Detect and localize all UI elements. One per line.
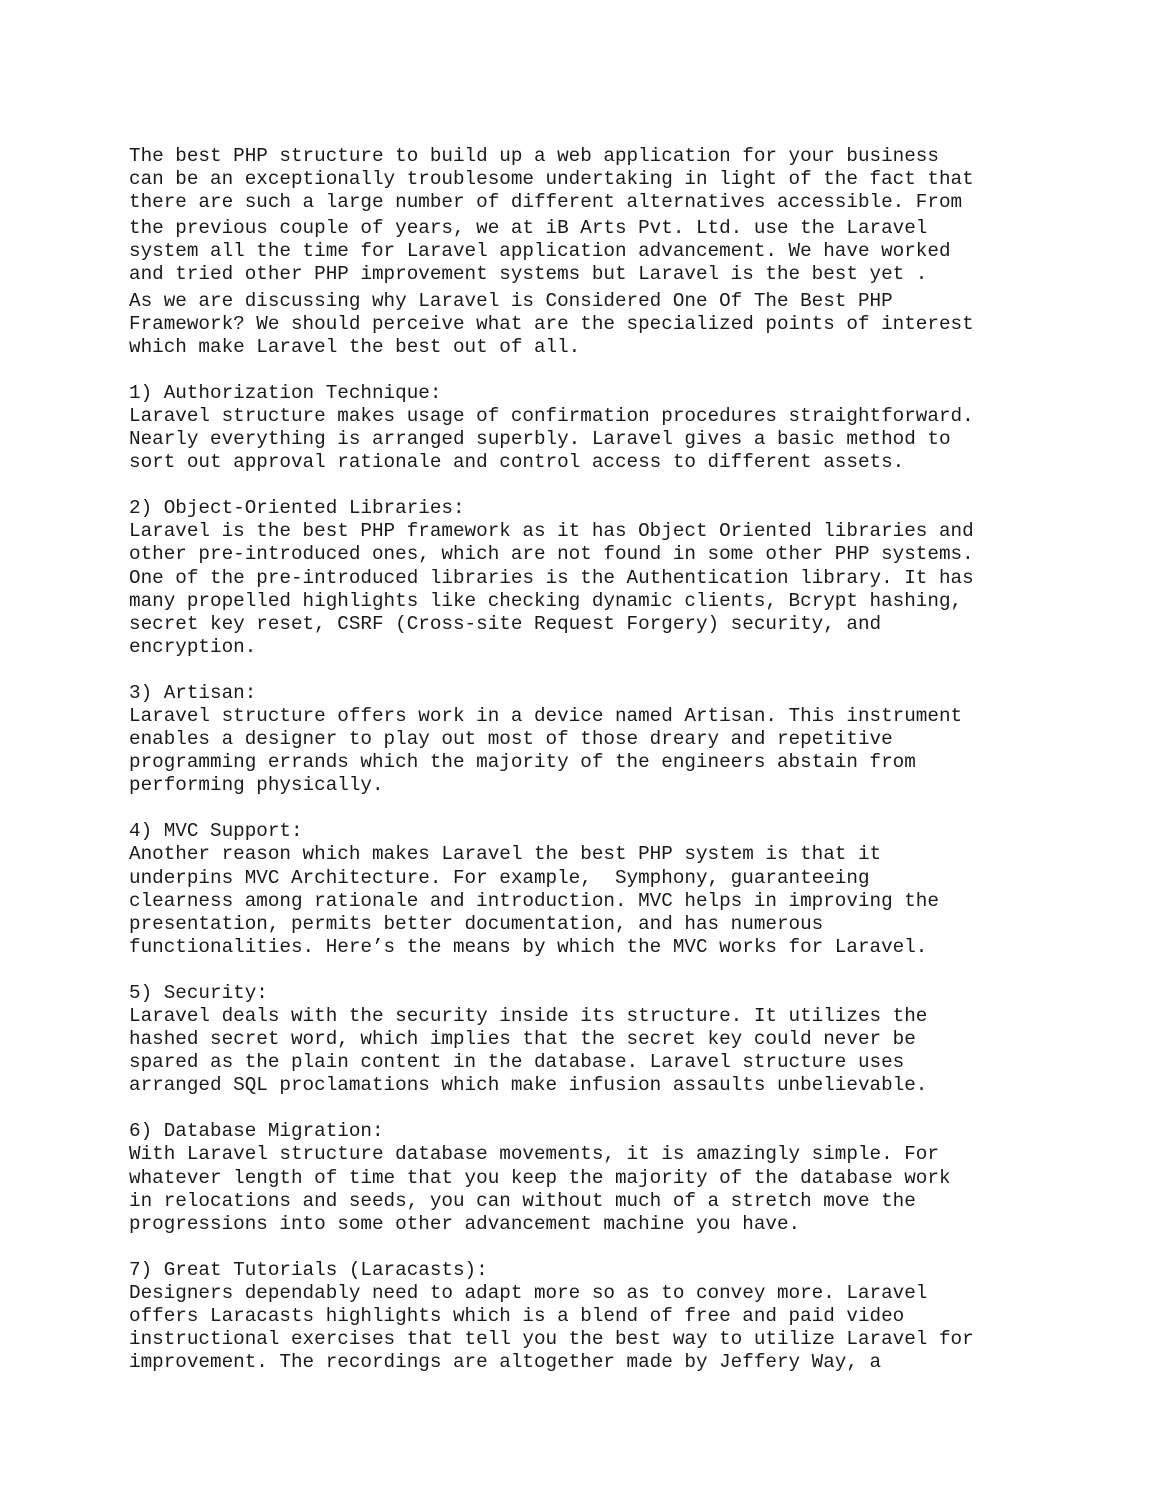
text-line: spared as the plain content in the database. Laravel structure uses: [129, 1051, 905, 1074]
text-line: clearness among rationale and introduction. MVC helps in improving the: [129, 889, 939, 912]
text-line: With Laravel structure database movements, it is amazingly simple. For: [129, 1143, 939, 1166]
text-line: arranged SQL proclamations which make infusion assaults unbelievable.: [129, 1074, 928, 1097]
intro-paragraph: [129, 145, 1119, 214]
text-line: functionalities. Here’s the means by which the MVC works for Laravel.: [129, 935, 928, 958]
document-page: [129, 145, 1119, 1374]
text-line: progressions into some other advancement machine you have.: [129, 1212, 801, 1235]
section-mvc-support: [129, 820, 1119, 959]
section-heading: 6) Database Migration:: [129, 1120, 384, 1143]
text-line: programming errands which the majority of the engineers abstain from: [129, 751, 916, 774]
text-line: underpins MVC Architecture. For example, Symphony, guaranteeing: [129, 866, 870, 889]
section-heading: 1) Authorization Technique:: [129, 381, 442, 404]
text-line: performing physically.: [129, 774, 384, 797]
section-object-oriented-libraries: [129, 497, 1119, 659]
text-line: Designers dependably need to adapt more so as to convey more. Laravel: [129, 1281, 928, 1304]
section-heading: 4) MVC Support:: [129, 820, 303, 843]
section-great-tutorials: [129, 1259, 1119, 1374]
text-line: presentation, permits better documentation, and has numerous: [129, 912, 824, 935]
text-line: there are such a large number of different alternatives accessible. From: [129, 191, 963, 214]
section-database-migration: [129, 1120, 1119, 1235]
text-line: One of the pre-introduced libraries is the Authentication library. It has: [129, 566, 974, 589]
text-line: whatever length of time that you keep the majority of the database work: [129, 1166, 951, 1189]
text-line: can be an exceptionally troublesome undertaking in light of the fact that: [129, 168, 974, 191]
section-heading: 5) Security:: [129, 981, 268, 1004]
text-line: many propelled highlights like checking dynamic clients, Bcrypt hashing,: [129, 589, 963, 612]
intro-paragraph: [129, 290, 1119, 359]
section-heading: 3) Artisan:: [129, 681, 257, 704]
text-line: the previous couple of years, we at iB Arts Pvt. Ltd. use the Laravel: [129, 217, 928, 240]
text-line: other pre-introduced ones, which are not found in some other PHP systems.: [129, 543, 974, 566]
text-line: Another reason which makes Laravel the best PHP system is that it: [129, 843, 882, 866]
text-line: secret key reset, CSRF (Cross-site Request Forgery) security, and: [129, 612, 882, 635]
text-line: enables a designer to play out most of those dreary and repetitive: [129, 728, 893, 751]
text-line: Nearly everything is arranged superbly. Laravel gives a basic method to: [129, 428, 951, 451]
text-line: As we are discussing why Laravel is Considered One Of The Best PHP: [129, 289, 893, 312]
text-line: Framework? We should perceive what are the specialized points of interest: [129, 312, 974, 335]
section-heading: 7) Great Tutorials (Laracasts):: [129, 1258, 488, 1281]
text-line: which make Laravel the best out of all.: [129, 335, 581, 358]
section-security: [129, 982, 1119, 1097]
text-line: improvement. The recordings are altogether made by Jeffery Way, a: [129, 1351, 882, 1374]
text-line: in relocations and seeds, you can without much of a stretch move the: [129, 1189, 916, 1212]
text-line: Laravel structure makes usage of confirmation procedures straightforward.: [129, 404, 974, 427]
text-line: encryption.: [129, 635, 257, 658]
section-heading: 2) Object-Oriented Libraries:: [129, 497, 465, 520]
text-line: system all the time for Laravel application advancement. We have worked: [129, 240, 951, 263]
text-line: Laravel structure offers work in a device named Artisan. This instrument: [129, 704, 963, 727]
text-line: offers Laracasts highlights which is a blend of free and paid video: [129, 1305, 905, 1328]
section-authorization: [129, 382, 1119, 474]
text-line: instructional exercises that tell you the best way to utilize Laravel for: [129, 1328, 974, 1351]
text-line: Laravel deals with the security inside its structure. It utilizes the: [129, 1005, 928, 1027]
text-line: The best PHP structure to build up a web application for your business: [129, 145, 939, 167]
text-line: hashed secret word, which implies that the secret key could never be: [129, 1028, 916, 1051]
section-artisan: [129, 682, 1119, 797]
text-line: and tried other PHP improvement systems but Laravel is the best yet .: [129, 263, 928, 286]
text-line: sort out approval rationale and control access to different assets.: [129, 451, 905, 474]
intro-paragraph: [129, 217, 1119, 286]
text-line: Laravel is the best PHP framework as it has Object Oriented libraries and: [129, 520, 974, 543]
